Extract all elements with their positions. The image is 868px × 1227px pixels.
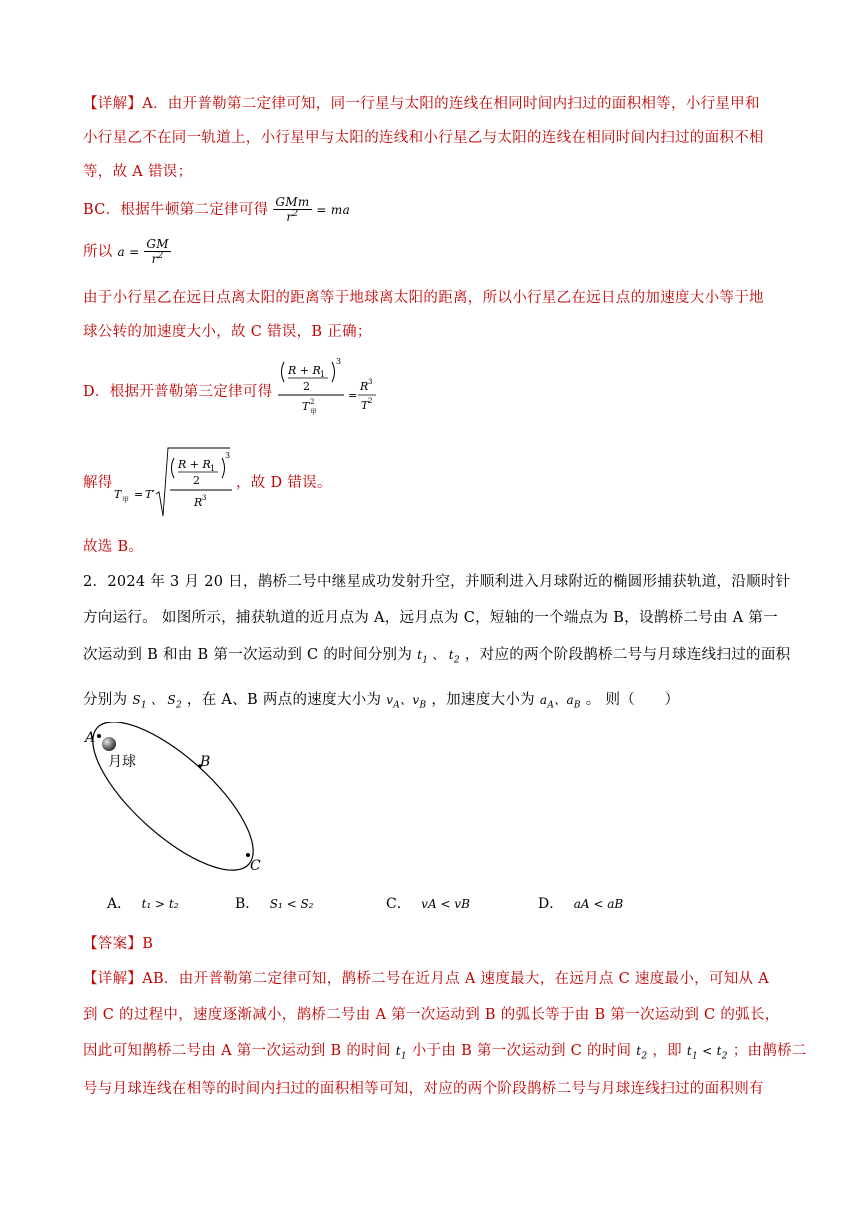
question2-line-1: 2．2024 年 3 月 20 日，鹊桥二号中继星成功发射升空，并顺利进入月球附近的椭圆形捕获轨道，沿顺时针 [83,574,791,590]
svg-text:R: R [194,496,203,509]
svg-text:R + R: R + R [178,458,211,471]
svg-text:2: 2 [310,398,315,406]
solved-period-formula [112,444,234,520]
question2-line-4a: 分别为 [83,692,128,708]
svg-text:T: T [114,488,122,501]
svg-text:3: 3 [202,494,207,502]
svg-text:2: 2 [303,380,310,393]
svg-text:2: 2 [368,397,373,405]
option-a[interactable] [107,893,179,913]
svg-text:3: 3 [225,451,231,460]
moon-icon [102,737,116,751]
ma-expr: = ma [316,203,351,218]
orbit-figure [80,722,280,877]
d-equation-line [83,380,273,401]
t1-t2-symbols: $t_1$ 、 $t_2$ [417,648,460,666]
point-c [246,853,250,857]
choose-b-line: 故选 B。 [83,539,144,555]
analysis-line-2: 小行星乙不在同一轨道上，小行星甲与太阳的连线和小行星乙与太阳的连线在相同时间内扫过的面积不相 [83,130,764,146]
solve-line [83,471,113,492]
option-c[interactable] [386,893,470,913]
detail-line-4: 号与月球连线在相等的时间内扫过的面积相等可知，对应的两个阶段鹊桥二号与月球连线扫过的面积则有 [83,1081,764,1097]
option-b[interactable] [235,893,314,913]
bc-equation-line [83,196,350,224]
answer-line: 【答案】B [83,936,154,952]
detail-line-1: 【详解】AB．由开普勒第二定律可知，鹊桥二号在近月点 A 速度最大，在远月点 C 速度最小，可知从 A [83,971,770,987]
detail-line-3a: 因此可知鹊桥二号由 A 第一次运动到 B 的时间 [83,1043,391,1059]
detail-line-3d: ；由鹊桥二 [732,1043,807,1059]
label-b: B [200,754,211,770]
detail-t2: $t_2$ [636,1044,648,1062]
svg-text:1: 1 [210,464,216,473]
moon-label: 月球 [108,754,136,770]
svg-text:T′: T′ [145,488,155,501]
d-prefix: D．根据开普勒第三定律可得 [83,384,273,400]
far-point-line-2: 球公转的加速度大小，故 C 错误，B 正确； [83,324,372,340]
detail-t1-lt-t2: $t_1 < t_2$ [686,1044,728,1062]
option-d-letter: D． [538,896,564,912]
question2-line-3b: ，对应的两个阶段鹊桥二号与月球连线扫过的面积 [464,647,791,663]
detail-t1: $t_1$ [395,1044,407,1062]
svg-text:T: T [302,400,310,413]
question2-line-4 [83,688,679,710]
solve-prefix: 解得 [83,475,113,491]
so-prefix: 所以 [83,244,113,261]
svg-text:1: 1 [320,370,326,379]
svg-text:3: 3 [336,357,342,366]
question2-line-2: 方向运行。 如图所示，捕获轨道的近月点为 A，远月点为 C，短轴的一个端点为 B，设鹊桥二号由 A 第一 [83,610,778,626]
svg-text:=: = [134,488,144,501]
detail-line-2: 到 C 的过程中，速度逐渐减小，鹊桥二号由 A 第一次运动到 B 的弧长等于由 B 第一次运动到 C 的弧长， [83,1007,780,1023]
question2-line-3 [83,643,790,665]
gmm-fraction: $\frac{\text{GMm}}{r^2}$ [275,195,310,225]
svg-text:甲: 甲 [310,408,317,416]
detail-line-3c: ，即 [652,1043,682,1059]
question2-line-4d: 。 则（ ） [585,692,680,708]
question2-line-4b: ，在 A、B 两点的速度大小为 [186,692,382,708]
kepler-third-law-formula [272,352,382,422]
option-b-expr: S₁ < S₂ [269,897,314,911]
option-d[interactable] [538,893,623,913]
option-c-letter: C． [386,896,411,912]
s1-s2-symbols: $S_1$ 、 $S_2$ [132,693,182,711]
aa-ab-symbols: $a_A$、$a_B$ [539,693,581,711]
svg-text:R: R [360,380,369,393]
svg-text:T: T [361,399,369,412]
svg-text:=: = [348,389,358,402]
va-vb-symbols: $v_A$、$v_B$ [386,693,427,711]
a-equals: a = [117,245,140,260]
option-a-letter: A． [107,896,132,912]
option-d-expr: aA < aB [573,897,624,911]
svg-text:甲: 甲 [122,496,129,504]
detail-line-3b: 小于由 B 第一次运动到 C 的时间 [411,1043,632,1059]
analysis-line-1: 【详解】A．由开普勒第二定律可知，同一行星与太阳的连线在相同时间内扫过的面积相等，小行星甲和 [83,96,760,112]
bc-prefix: BC．根据牛顿第二定律可得 [83,202,269,219]
label-a: A [85,730,96,746]
point-a [97,734,101,738]
svg-text:2: 2 [193,474,200,487]
option-a-expr: t₁ > t₂ [141,897,179,911]
far-point-line-1: 由于小行星乙在远日点离太阳的距离等于地球离太阳的距离，所以小行星乙在远日点的加速度大小等于地 [83,290,764,306]
so-a-line [83,238,171,266]
question2-line-4c: ，加速度大小为 [431,692,535,708]
label-c: C [250,858,261,874]
svg-text:3: 3 [368,378,373,386]
svg-text:R + R: R + R [288,364,321,377]
analysis-line-3: 等，故 A 错误； [83,164,193,180]
option-b-letter: B． [235,896,260,912]
solve-suffix: ，故 D 错误。 [236,475,332,491]
detail-line-3 [83,1039,807,1061]
question2-line-3a: 次运动到 B 和由 B 第一次运动到 C 的时间分别为 [83,647,413,663]
option-c-expr: vA < vB [421,897,470,911]
gm-fraction: $\frac{GM}{r^2}$ [146,237,169,267]
